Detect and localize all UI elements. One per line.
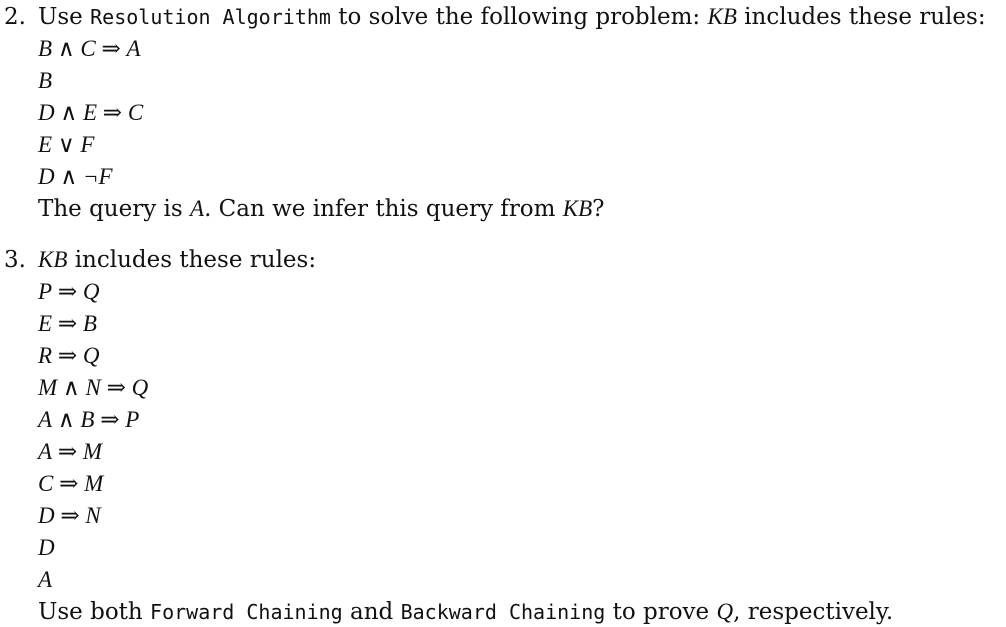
- symbol: M: [82, 439, 103, 464]
- query-line: [38, 194, 605, 224]
- symbol: Q: [82, 343, 100, 368]
- operator: ∨: [57, 132, 75, 158]
- instruction-text: , respectively.: [733, 599, 894, 625]
- symbol: N: [85, 503, 101, 528]
- kb-symbol: KB: [707, 4, 737, 29]
- intro-text: to solve the following problem:: [330, 4, 708, 30]
- symbol: E: [82, 100, 98, 125]
- symbol: D: [38, 535, 55, 560]
- operator: ⇒: [57, 311, 78, 337]
- rule: [38, 34, 141, 64]
- goal-symbol: Q: [716, 599, 734, 624]
- rule: [38, 501, 101, 531]
- symbol: P: [38, 279, 53, 304]
- symbol: A: [38, 407, 53, 432]
- symbol: Q: [131, 375, 149, 400]
- symbol: A: [38, 567, 53, 592]
- rule: [38, 405, 139, 435]
- symbol: F: [80, 132, 95, 157]
- operator: ⇒: [102, 100, 123, 126]
- algorithm-name: Resolution Algorithm: [90, 5, 331, 29]
- rule: [38, 309, 97, 339]
- instruction-text: Use both: [38, 599, 151, 625]
- instruction-line: [38, 597, 893, 627]
- operator: ∧: [60, 164, 78, 190]
- problem-number: 2.: [4, 4, 26, 30]
- rule: [38, 533, 55, 563]
- rule: [38, 373, 148, 403]
- symbol: A: [126, 36, 141, 61]
- symbol: C: [127, 100, 144, 125]
- symbol: B: [38, 68, 53, 93]
- symbol: A: [38, 439, 53, 464]
- rule: [38, 130, 94, 160]
- symbol: E: [38, 311, 53, 336]
- query-text: . Can we infer this query from: [204, 196, 563, 222]
- rule: [38, 437, 102, 467]
- method-name: Backward Chaining: [400, 600, 606, 624]
- symbol: B: [80, 407, 95, 432]
- operator: ⇒: [57, 343, 78, 369]
- query-text: The query is: [38, 196, 190, 222]
- problem-intro: [38, 245, 316, 275]
- problem-number: 3.: [4, 247, 26, 273]
- operator: ⇒: [101, 36, 121, 62]
- rule: [38, 66, 52, 96]
- symbol: B: [38, 36, 53, 61]
- query-text: ?: [592, 196, 605, 222]
- intro-text: Use: [38, 4, 91, 30]
- symbol: M: [84, 471, 104, 496]
- symbol: P: [125, 407, 140, 432]
- kb-symbol: KB: [562, 196, 593, 221]
- intro-text: includes these rules:: [736, 4, 986, 30]
- symbol: R: [38, 343, 53, 368]
- operator: ∧: [60, 100, 78, 126]
- symbol: ¬F: [82, 164, 113, 189]
- operator: ∧: [62, 375, 80, 401]
- rule: [38, 98, 143, 128]
- operator: ⇒: [106, 375, 126, 401]
- intro-text: includes these rules:: [67, 247, 317, 273]
- operator: ⇒: [59, 471, 79, 497]
- rule: [38, 469, 103, 499]
- method-name: Forward Chaining: [150, 600, 343, 624]
- problem-intro: [38, 2, 986, 32]
- symbol: C: [80, 36, 96, 61]
- symbol: C: [38, 471, 54, 496]
- query-symbol: A: [190, 196, 205, 221]
- symbol: D: [38, 100, 55, 125]
- symbol: D: [38, 164, 55, 189]
- operator: ⇒: [60, 503, 80, 529]
- instruction-text: and: [342, 599, 401, 625]
- instruction-text: to prove: [605, 599, 717, 625]
- rule: [38, 277, 99, 307]
- symbol: D: [38, 503, 55, 528]
- rule: [38, 341, 99, 371]
- operator: ∧: [57, 407, 75, 433]
- symbol: Q: [82, 279, 100, 304]
- rule: [38, 565, 52, 595]
- operator: ⇒: [57, 439, 78, 465]
- operator: ⇒: [100, 407, 120, 433]
- rule: [38, 162, 113, 192]
- symbol: N: [85, 375, 101, 400]
- operator: ⇒: [57, 279, 78, 305]
- operator: ∧: [57, 36, 75, 62]
- symbol: B: [82, 311, 97, 336]
- kb-symbol: KB: [38, 247, 68, 272]
- symbol: E: [38, 132, 53, 157]
- symbol: M: [38, 375, 58, 400]
